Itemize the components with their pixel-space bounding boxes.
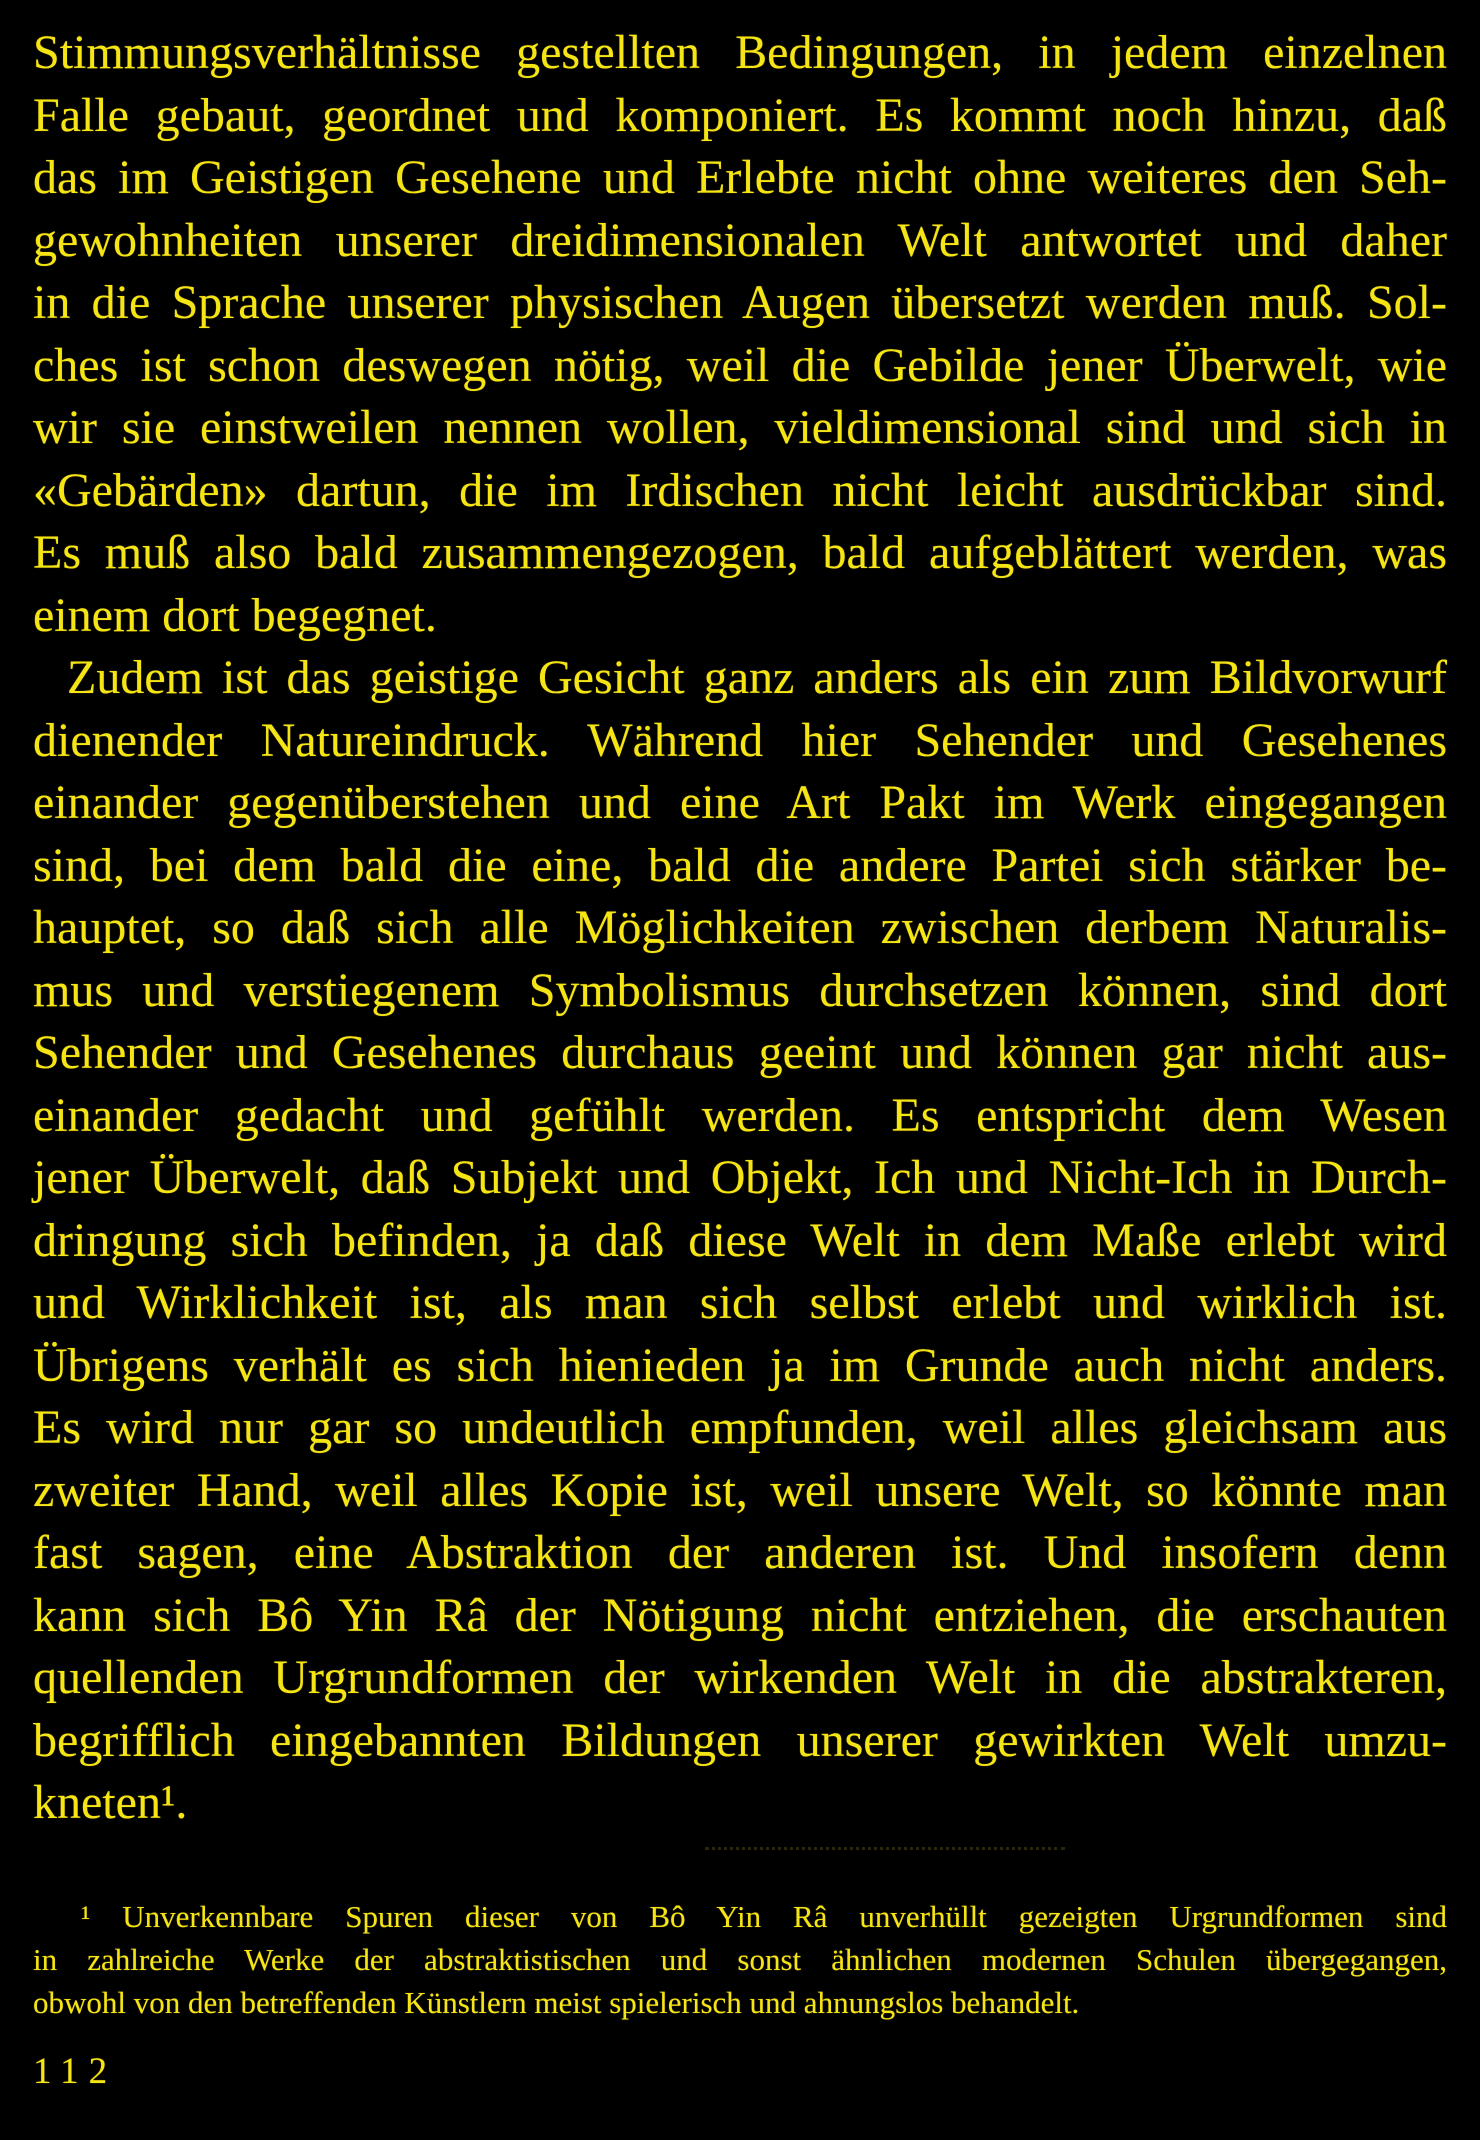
text-line: sind, bei dem bald die eine, bald die andere Partei sich stärker be-: [33, 838, 1447, 892]
text-line: «Gebärden» dartun, die im Irdischen nicht leicht ausdrückbar sind.: [33, 463, 1447, 517]
text-line: das im Geistigen Gesehene und Erlebte nicht ohne weiteres den Seh-: [33, 151, 1447, 204]
text-line: Übrigens verhält es sich hienieden ja im Grunde auch nicht anders.: [33, 1338, 1447, 1392]
text-line: einander gegenüberstehen und eine Art Pakt im Werk eingegangen: [33, 776, 1447, 829]
text-line: einem dort begegnet.: [33, 588, 437, 642]
text-line: Zudem ist das geistige Gesicht ganz anders als ein zum Bildvorwurf: [67, 651, 1447, 704]
text-line: wir sie einstweilen nennen wollen, vieldimensional sind und sich in: [33, 401, 1447, 454]
text-line: fast sagen, eine Abstraktion der anderen ist. Und insofern denn: [33, 1526, 1447, 1579]
text-line: dringung sich befinden, ja daß diese Welt in dem Maße erlebt wird: [33, 1213, 1447, 1267]
text-line: Falle gebaut, geordnet und komponiert. Es kommt noch hinzu, daß: [33, 88, 1447, 142]
text-line: hauptet, so daß sich alle Möglichkeiten zwischen derbem Naturalis-: [33, 901, 1447, 954]
text-line: kann sich Bô Yin Râ der Nötigung nicht entziehen, die erschauten: [33, 1588, 1447, 1642]
page-number: 112: [33, 2050, 118, 2092]
text-line: ches ist schon deswegen nötig, weil die Gebilde jener Überwelt, wie: [33, 338, 1447, 392]
text-line: und Wirklichkeit ist, als man sich selbst erlebt und wirklich ist.: [33, 1276, 1447, 1329]
text-line: jener Überwelt, daß Subjekt und Objekt, Ich und Nicht-Ich in Durch-: [33, 1151, 1447, 1204]
text-line: Es muß also bald zusammengezogen, bald aufgeblättert werden, was: [33, 526, 1447, 579]
text-block: [33, 22, 1447, 1835]
text-line: quellenden Urgrundformen der wirkenden Welt in die abstrakteren,: [33, 1651, 1447, 1704]
text-line: in die Sprache unserer physischen Augen übersetzt werden muß. Sol-: [33, 276, 1447, 329]
text-line: gewohnheiten unserer dreidimensionalen Welt antwortet und daher: [33, 213, 1447, 267]
footnote-block: [33, 1895, 1447, 2024]
footnote-line: ¹ Unverkennbare Spuren dieser von Bô Yin Râ unverhüllt gezeigten Urgrundformen sind: [81, 1898, 1447, 1934]
scan-artifact: [705, 1847, 1065, 1850]
text-line: dienender Natureindruck. Während hier Sehender und Gesehenes: [33, 713, 1447, 767]
text-line: kneten¹.: [33, 1776, 188, 1829]
text-line: begrifflich eingebannten Bildungen unserer gewirkten Welt umzu-: [33, 1713, 1447, 1767]
text-line: einander gedacht und gefühlt werden. Es entspricht dem Wesen: [33, 1088, 1447, 1142]
footnote-line: obwohl von den betreffenden Künstlern meist spielerisch und ahnungslos behandelt.: [33, 1984, 1080, 2020]
text-line: mus und verstiegenem Symbolismus durchsetzen können, sind dort: [33, 963, 1447, 1017]
footnote-line: in zahlreiche Werke der abstraktistischen und sonst ähnlichen modernen Schulen übergegangen,: [33, 1941, 1447, 1977]
text-line: Sehender und Gesehenes durchaus geeint und können gar nicht aus-: [33, 1026, 1447, 1079]
text-line: Stimmungsverhältnisse gestellten Bedingungen, in jedem einzelnen: [33, 26, 1447, 79]
text-line: Es wird nur gar so undeutlich empfunden, weil alles gleichsam aus: [33, 1401, 1447, 1454]
text-line: zweiter Hand, weil alles Kopie ist, weil unsere Welt, so könnte man: [33, 1463, 1447, 1517]
